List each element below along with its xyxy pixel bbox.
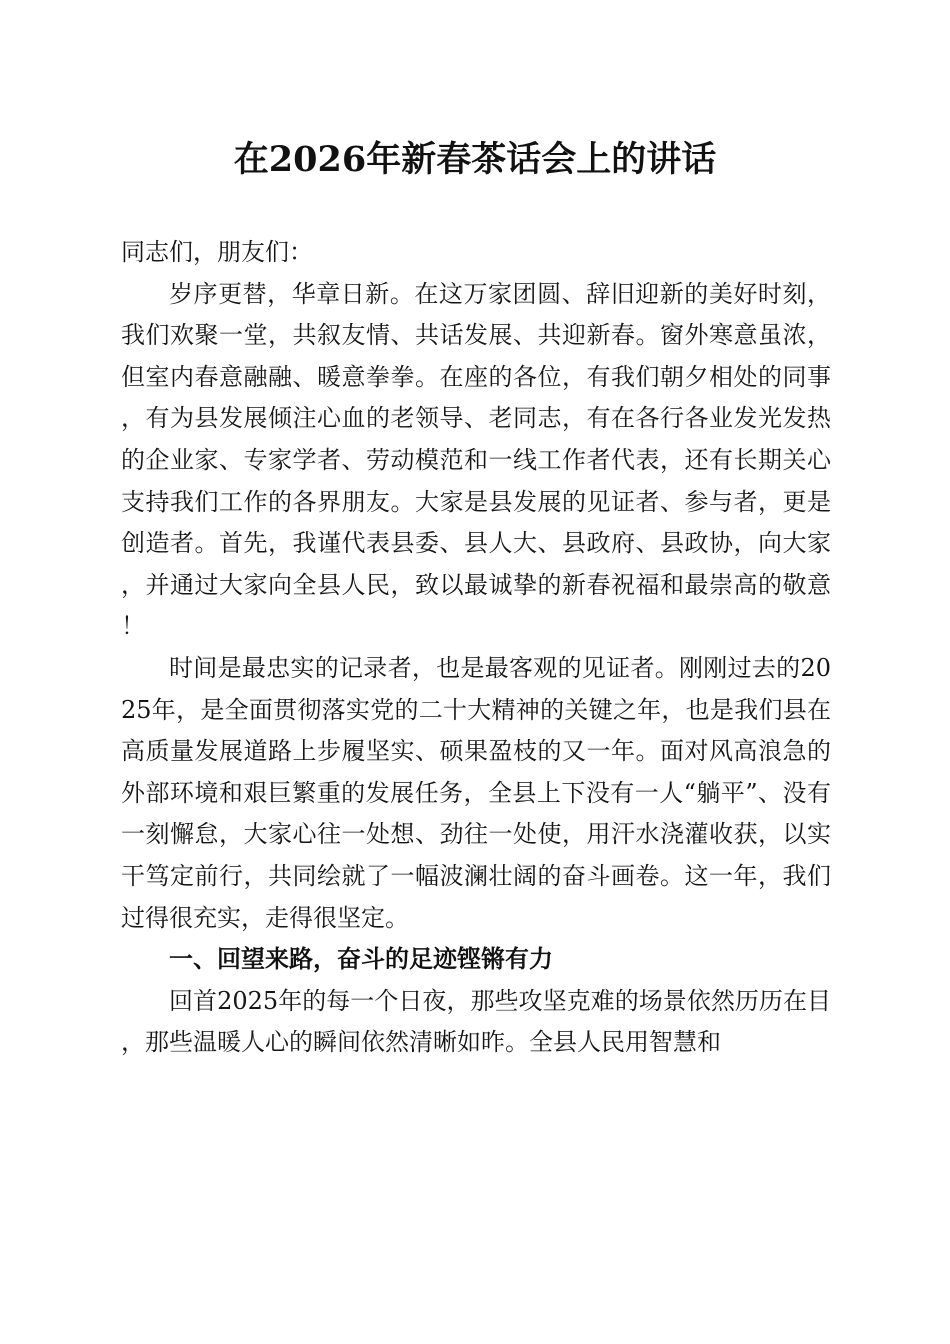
paragraph-opening: 岁序更替，华章日新。在这万家团圆、辞旧迎新的美好时刻，我们欢聚一堂，共叙友情、共话发展、共迎新春。窗外寒意虽浓，但室内春意融融、暖意拳拳。在座的各位，有我们朝夕相处的同事，有为县发展倾注心血的老领导、老同志，有在各行各业发光发热的企业家、专家学者、劳动模范和一线工作者代表，还有长期关心支持我们工作的各界朋友。大家是县发展的见证者、参与者，更是创造者。首先，我谨代表县委、县人大、县政府、县政协，向大家，并通过大家向全县人民，致以最诚挚的新春祝福和最崇高的敬意！	[121, 279, 831, 641]
document-title: 在2026年新春茶话会上的讲话	[233, 139, 717, 180]
greeting: 同志们，朋友们：	[121, 238, 313, 266]
section-paragraph: 回首2025年的每一个日夜，那些攻坚克难的场景依然历历在目，那些温暖人心的瞬间依然清晰如昨。全县人民用智慧和	[121, 986, 831, 1057]
document-body	[121, 232, 831, 1064]
paragraph-review: 时间是最忠实的记录者，也是最客观的见证者。刚刚过去的2025年，是全面贯彻落实党的二十大精神的关键之年，也是我们县在高质量发展道路上步履坚实、硕果盈枝的又一年。面对风高浪急的外部环境和艰巨繁重的发展任务，全县上下没有一人“躺平”、没有一刻懈怠，大家心往一处想、劲往一处使，用汗水浇灌收获，以实干笃定前行，共同绘就了一幅波澜壮阔的奋斗画卷。这一年，我们过得很充实，走得很坚定。	[121, 653, 831, 932]
section-heading: 一、回望来路，奋斗的足迹铿锵有力	[169, 945, 553, 974]
